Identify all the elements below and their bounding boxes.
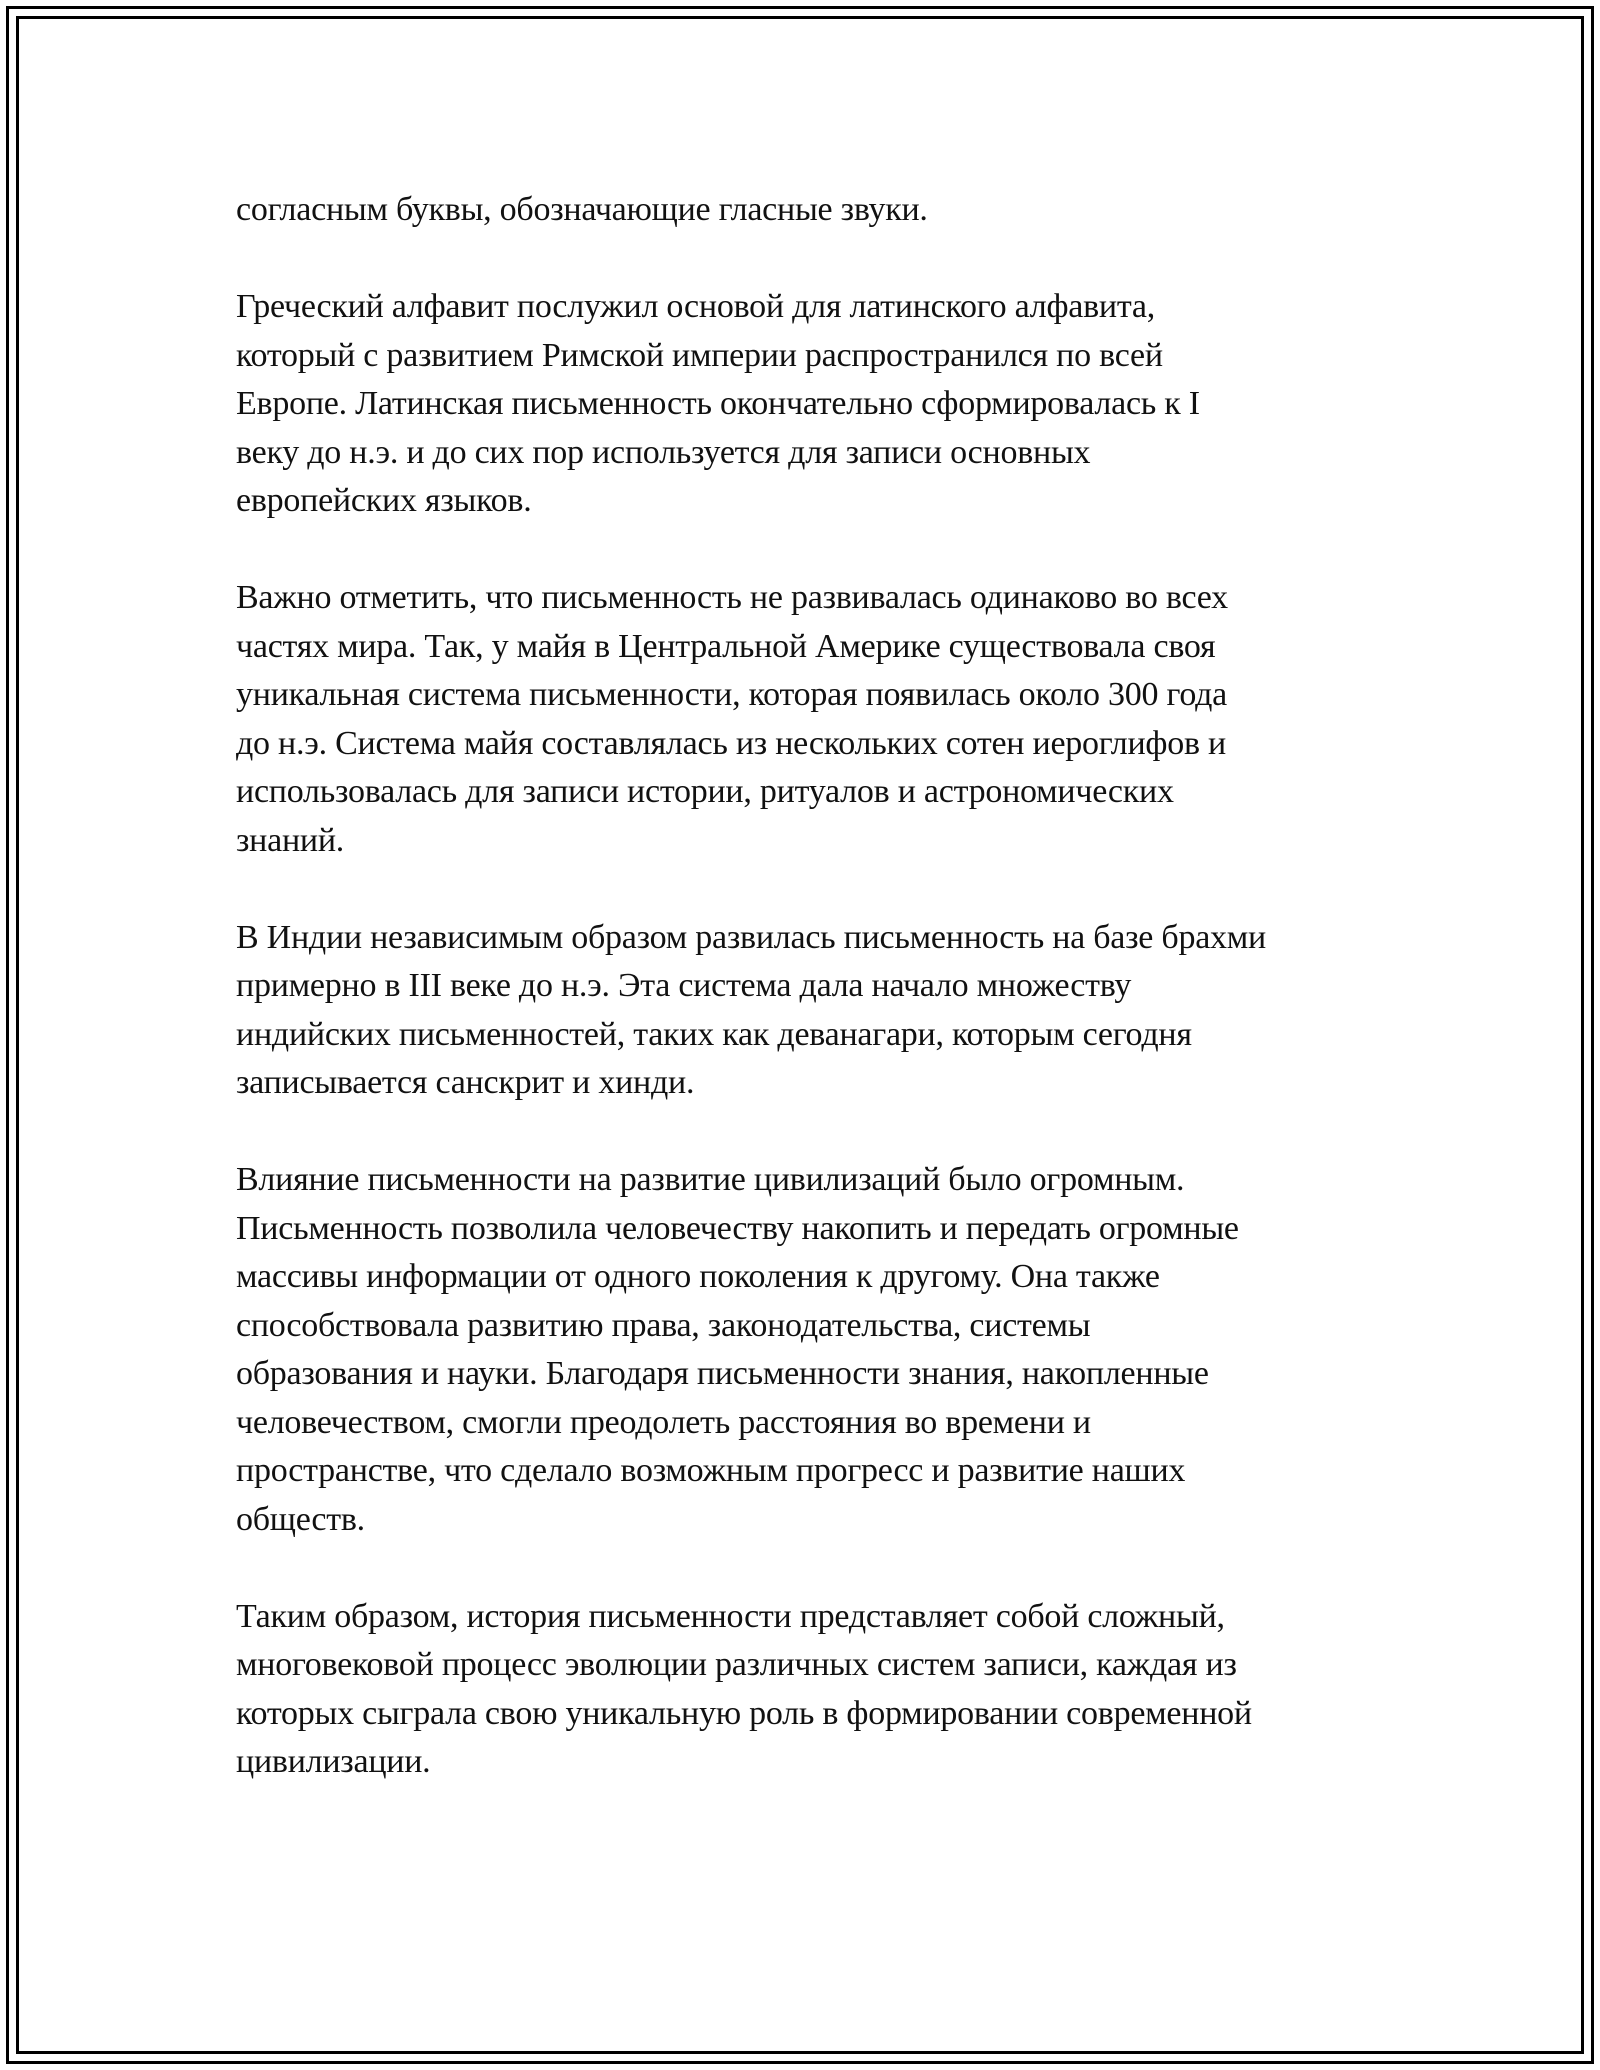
paragraph-5: Влияние письменности на развитие цивилизаций было огромным. Письменность позволила человечеству накопить и передать огромные массивы информации от одного поколения к другому. Она также способствовала развитию права, законодательства, системы образования и науки. Благодаря письменности знания, накопленные человечеством, смогли преодолеть расстояния во времени и пространстве, что сделало возможным прогресс и развитие наших обществ. xyxy=(236,1161,1239,1538)
document-body xyxy=(236,186,1366,1787)
paragraph-1: согласным буквы, обозначающие гласные звуки. xyxy=(236,191,928,228)
paragraph-6: Таким образом, история письменности представляет собой сложный, многовековой процесс эволюции различных систем записи, каждая из которых сыграла свою уникальную роль в формировании современной цивилизации. xyxy=(236,1597,1252,1780)
paragraph-2: Греческий алфавит послужил основой для латинского алфавита, который с развитием Римской империи распространился по всей Европе. Латинская письменность окончательно сформировалась к I веку до н.э. и до сих пор используется для записи основных европейских языков. xyxy=(236,288,1200,519)
paragraph-3: Важно отметить, что письменность не развивалась одинаково во всех частях мира. Так, у майя в Центральной Америке существовала своя уникальная система письменности, которая появилась около 300 года до н.э. Система майя составлялась из нескольких сотен иероглифов и использовалась для записи истории, ритуалов и астрономических знаний. xyxy=(236,579,1228,859)
paragraph-4: В Индии независимым образом развилась письменность на базе брахми примерно в III веке до н.э. Эта система дала начало множеству индийских письменностей, таких как деванагари, которым сегодня записывается санскрит и хинди. xyxy=(236,918,1266,1101)
